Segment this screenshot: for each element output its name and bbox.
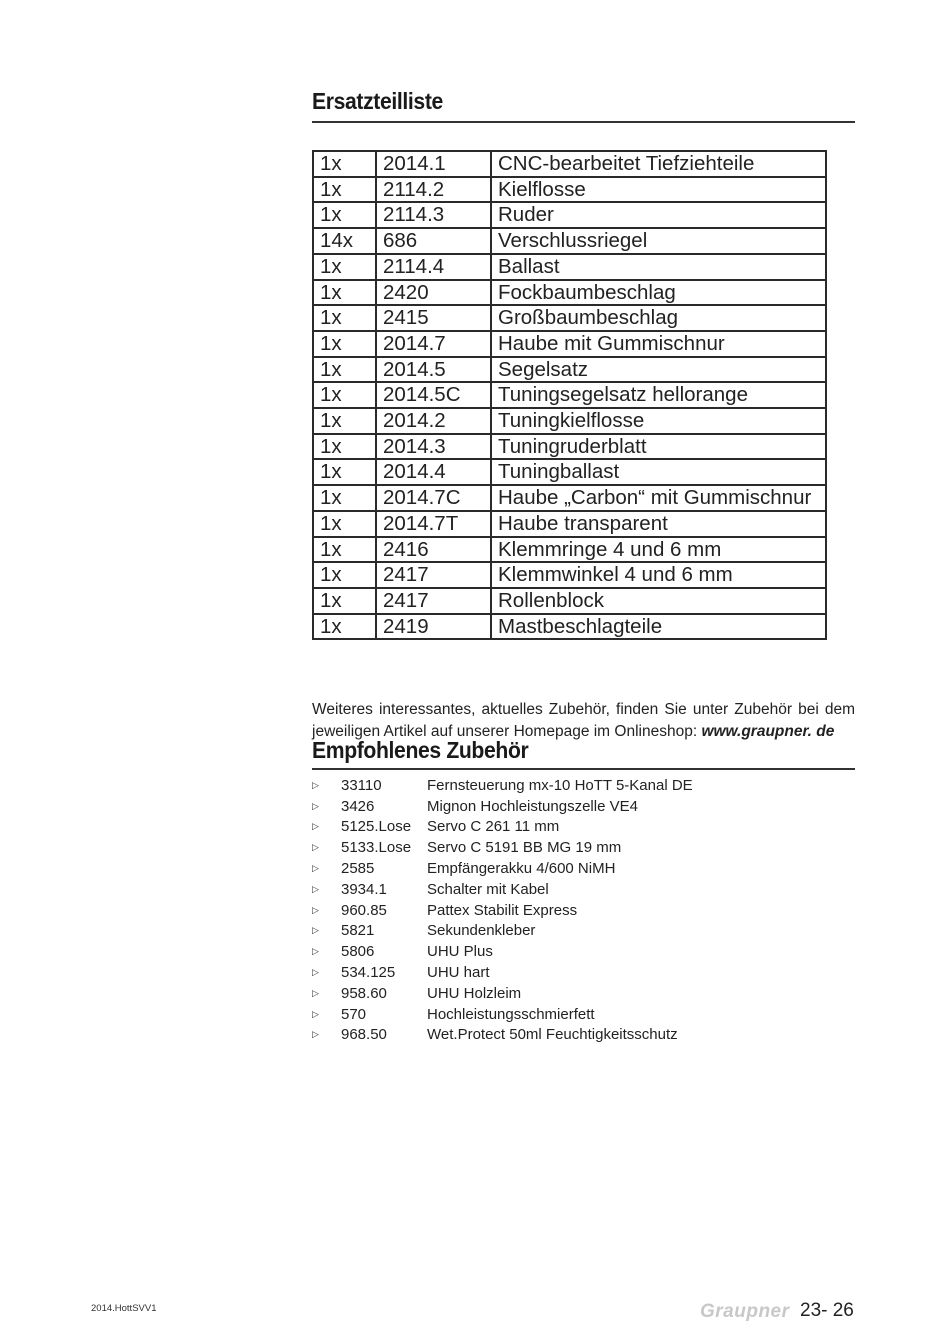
accessory-number: 534.125 bbox=[341, 964, 396, 982]
part-number-cell: 2014.1 bbox=[376, 151, 491, 177]
table-row bbox=[313, 614, 826, 640]
part-number-cell: 2014.3 bbox=[376, 434, 491, 460]
description-cell: Fockbaumbeschlag bbox=[491, 280, 826, 306]
accessory-description: Servo C 5191 BB MG 19 mm bbox=[427, 839, 622, 857]
quantity-cell: 1x bbox=[313, 485, 376, 511]
list-item bbox=[312, 817, 693, 838]
description-cell: Tuningsegelsatz hellorange bbox=[491, 382, 826, 408]
table-row bbox=[313, 382, 826, 408]
description-cell: Ruder bbox=[491, 202, 826, 228]
table-row bbox=[313, 305, 826, 331]
description-cell: Kielflosse bbox=[491, 177, 826, 203]
bullet-arrow-icon: ▷ bbox=[312, 883, 319, 894]
description-cell: CNC-bearbeitet Tiefziehteile bbox=[491, 151, 826, 177]
page-number: 23- 26 bbox=[800, 1300, 854, 1321]
bullet-arrow-icon: ▷ bbox=[312, 904, 319, 915]
quantity-cell: 1x bbox=[313, 151, 376, 177]
bullet-arrow-icon: ▷ bbox=[312, 821, 319, 832]
quantity-cell: 1x bbox=[313, 408, 376, 434]
homepage-link[interactable]: www.graupner. de bbox=[701, 722, 835, 740]
accessory-description: UHU Plus bbox=[427, 943, 493, 961]
list-item bbox=[312, 796, 693, 817]
bullet-arrow-icon: ▷ bbox=[312, 779, 319, 790]
list-item bbox=[312, 1004, 693, 1025]
part-number-cell: 2114.4 bbox=[376, 254, 491, 280]
quantity-cell: 1x bbox=[313, 357, 376, 383]
description-cell: Tuningballast bbox=[491, 459, 826, 485]
accessory-number: 33110 bbox=[341, 776, 382, 794]
parts-table bbox=[312, 150, 827, 640]
quantity-cell: 1x bbox=[313, 254, 376, 280]
accessory-number: 2585 bbox=[341, 860, 375, 878]
description-cell: Rollenblock bbox=[491, 588, 826, 614]
description-cell: Haube „Carbon“ mit Gummischnur bbox=[491, 485, 826, 511]
bullet-arrow-icon: ▷ bbox=[312, 800, 319, 811]
quantity-cell: 1x bbox=[313, 202, 376, 228]
accessory-number: 960.85 bbox=[341, 901, 387, 919]
description-cell: Großbaumbeschlag bbox=[491, 305, 826, 331]
list-item bbox=[312, 1025, 693, 1046]
list-item bbox=[312, 962, 693, 983]
accessory-number: 3426 bbox=[341, 797, 375, 815]
quantity-cell: 1x bbox=[313, 331, 376, 357]
list-item bbox=[312, 941, 693, 962]
quantity-cell: 1x bbox=[313, 588, 376, 614]
table-row bbox=[313, 408, 826, 434]
accessory-description: UHU hart bbox=[427, 964, 490, 982]
quantity-cell: 1x bbox=[313, 434, 376, 460]
quantity-cell: 1x bbox=[313, 459, 376, 485]
table-row bbox=[313, 254, 826, 280]
part-number-cell: 686 bbox=[376, 228, 491, 254]
description-cell: Klemmwinkel 4 und 6 mm bbox=[491, 562, 826, 588]
accessory-description: UHU Holzleim bbox=[427, 984, 522, 1002]
table-row bbox=[313, 434, 826, 460]
document-code: 2014.HottSVV1 bbox=[91, 1303, 157, 1314]
list-item bbox=[312, 858, 693, 879]
accessory-description: Fernsteuerung mx-10 HoTT 5-Kanal DE bbox=[427, 776, 693, 794]
bullet-arrow-icon: ▷ bbox=[312, 1029, 319, 1040]
part-number-cell: 2014.7T bbox=[376, 511, 491, 537]
description-cell: Segelsatz bbox=[491, 357, 826, 383]
brand-logo: Graupner bbox=[700, 1301, 790, 1322]
part-number-cell: 2419 bbox=[376, 614, 491, 640]
part-number-cell: 2417 bbox=[376, 588, 491, 614]
quantity-cell: 1x bbox=[313, 614, 376, 640]
table-row bbox=[313, 177, 826, 203]
table-row bbox=[313, 459, 826, 485]
table-row bbox=[313, 511, 826, 537]
table-row bbox=[313, 280, 826, 306]
accessory-number: 5821 bbox=[341, 922, 375, 940]
part-number-cell: 2420 bbox=[376, 280, 491, 306]
description-cell: Verschlussriegel bbox=[491, 228, 826, 254]
accessory-description: Sekundenkleber bbox=[427, 922, 536, 940]
list-item bbox=[312, 900, 693, 921]
description-cell: Tuningruderblatt bbox=[491, 434, 826, 460]
table-row bbox=[313, 202, 826, 228]
bullet-arrow-icon: ▷ bbox=[312, 946, 319, 957]
part-number-cell: 2114.2 bbox=[376, 177, 491, 203]
accessory-number: 968.50 bbox=[341, 1026, 387, 1044]
list-item bbox=[312, 837, 693, 858]
list-item bbox=[312, 983, 693, 1004]
part-number-cell: 2014.7C bbox=[376, 485, 491, 511]
description-cell: Tuningkielflosse bbox=[491, 408, 826, 434]
part-number-cell: 2416 bbox=[376, 537, 491, 563]
quantity-cell: 14x bbox=[313, 228, 376, 254]
bullet-arrow-icon: ▷ bbox=[312, 987, 319, 998]
quantity-cell: 1x bbox=[313, 537, 376, 563]
accessory-description: Empfängerakku 4/600 NiMH bbox=[427, 860, 616, 878]
table-row bbox=[313, 588, 826, 614]
description-cell: Ballast bbox=[491, 254, 826, 280]
quantity-cell: 1x bbox=[313, 305, 376, 331]
accessory-description: Servo C 261 11 mm bbox=[427, 818, 560, 836]
part-number-cell: 2014.5C bbox=[376, 382, 491, 408]
description-cell: Mastbeschlagteile bbox=[491, 614, 826, 640]
title-rule bbox=[312, 121, 855, 123]
accessory-description: Mignon Hochleistungszelle VE4 bbox=[427, 797, 638, 815]
description-cell: Haube mit Gummischnur bbox=[491, 331, 826, 357]
bullet-arrow-icon: ▷ bbox=[312, 1008, 319, 1019]
bullet-arrow-icon: ▷ bbox=[312, 967, 319, 978]
table-row bbox=[313, 228, 826, 254]
part-number-cell: 2014.2 bbox=[376, 408, 491, 434]
accessory-number: 5806 bbox=[341, 943, 375, 961]
shop-info-text: Weiteres interessantes, aktuelles Zubehör, finden Sie unter Zubehör bei dem jeweiligen Artikel auf unserer Homepage im Onlineshop: bbox=[312, 700, 855, 740]
accessory-description: Schalter mit Kabel bbox=[427, 880, 549, 898]
part-number-cell: 2417 bbox=[376, 562, 491, 588]
bullet-arrow-icon: ▷ bbox=[312, 925, 319, 936]
quantity-cell: 1x bbox=[313, 280, 376, 306]
quantity-cell: 1x bbox=[313, 382, 376, 408]
accessory-number: 5133.Lose bbox=[341, 839, 412, 857]
table-row bbox=[313, 485, 826, 511]
shop-info-paragraph bbox=[312, 699, 855, 743]
accessory-number: 5125.Lose bbox=[341, 818, 412, 836]
accessory-description: Pattex Stabilit Express bbox=[427, 901, 578, 919]
description-cell: Klemmringe 4 und 6 mm bbox=[491, 537, 826, 563]
quantity-cell: 1x bbox=[313, 562, 376, 588]
table-row bbox=[313, 562, 826, 588]
part-number-cell: 2114.3 bbox=[376, 202, 491, 228]
description-cell: Haube transparent bbox=[491, 511, 826, 537]
table-row bbox=[313, 537, 826, 563]
part-number-cell: 2415 bbox=[376, 305, 491, 331]
parts-list-title: Ersatzteilliste bbox=[312, 88, 443, 114]
part-number-cell: 2014.4 bbox=[376, 459, 491, 485]
accessory-description: Hochleistungsschmierfett bbox=[427, 1005, 595, 1023]
part-number-cell: 2014.5 bbox=[376, 357, 491, 383]
accessories-list bbox=[312, 775, 693, 1045]
accessory-description: Wet.Protect 50ml Feuchtigkeitsschutz bbox=[427, 1026, 678, 1044]
title-rule bbox=[312, 768, 855, 770]
part-number-cell: 2014.7 bbox=[376, 331, 491, 357]
accessories-title: Empfohlenes Zubehör bbox=[312, 737, 529, 763]
list-item bbox=[312, 879, 693, 900]
list-item bbox=[312, 921, 693, 942]
table-row bbox=[313, 151, 826, 177]
bullet-arrow-icon: ▷ bbox=[312, 863, 319, 874]
list-item bbox=[312, 775, 693, 796]
table-row bbox=[313, 357, 826, 383]
bullet-arrow-icon: ▷ bbox=[312, 842, 319, 853]
quantity-cell: 1x bbox=[313, 177, 376, 203]
accessory-number: 958.60 bbox=[341, 984, 387, 1002]
table-row bbox=[313, 331, 826, 357]
accessory-number: 570 bbox=[341, 1005, 367, 1023]
accessory-number: 3934.1 bbox=[341, 880, 387, 898]
quantity-cell: 1x bbox=[313, 511, 376, 537]
